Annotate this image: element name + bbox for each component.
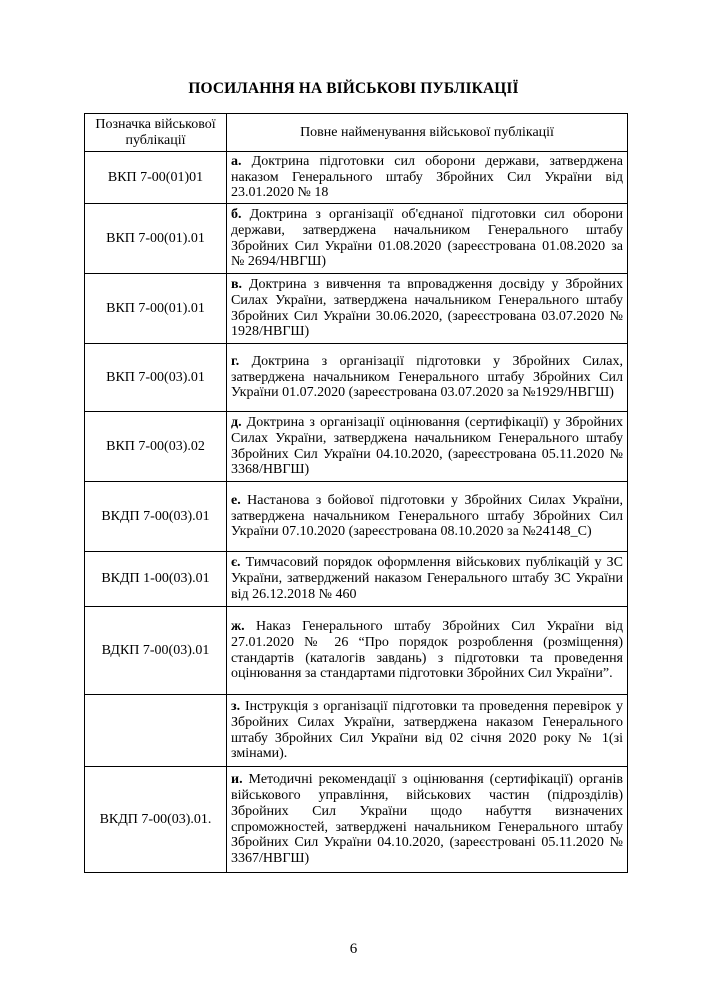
item-text: Методичні рекомендації з оцінювання (сертифікації) органів військового управління, військових частин (підрозділів) Збройних Сил України щодо набуття визначених спроможностей, затверджені начальником Генерального штабу Збройних Сил України 04.10.2020, (зареєстровані 05.11.2020 № 3367/НВГШ) xyxy=(231,772,623,866)
item-text: Наказ Генерального штабу Збройних Сил України від 27.01.2020 № 26 “Про порядок розроблення (розміщення) стандартів (каталогів завдань) з підготовки та проведення оцінювання за стандартами підготовки Збройних Сил України”. xyxy=(231,619,623,682)
item-text: Доктрина з організації оцінювання (сертифікації) у Збройних Силах України, затверджена начальником Генерального штабу Збройних Сил України 04.10.2020, (зареєстрована 05.11.2020 № 3368/НВГШ) xyxy=(231,415,623,478)
item-letter: г. xyxy=(231,353,240,369)
item-text: Доктрина з організації об'єднаної підготовки сил оборони держави, затверджена начальником Генерального штабу Збройних Сил України 01.08.2020 (зареєстрована 01.08.2020 за № 2694/НВГШ) xyxy=(231,207,623,270)
table-row xyxy=(85,412,628,482)
publication-code: ВКП 7-00(01).01 xyxy=(85,274,227,344)
page-number: 6 xyxy=(349,941,358,957)
table-header-row xyxy=(85,114,628,152)
table-row xyxy=(85,204,628,274)
page-title: ПОСИЛАННЯ НА ВІЙСЬКОВІ ПУБЛІКАЦІЇ xyxy=(188,80,519,97)
table-row xyxy=(85,552,628,607)
publication-code: ВКП 7-00(01)01 xyxy=(85,152,227,204)
table-row xyxy=(85,695,628,767)
item-letter: б. xyxy=(231,207,242,223)
item-text: Доктрина з вивчення та впровадження досвіду у Збройних Силах України, затверджена начальником Генерального штабу Збройних Сил України 30.06.2020, (зареєстрована 03.07.2020 № 1928/НВГШ) xyxy=(231,277,623,340)
publication-description xyxy=(227,152,628,204)
item-text: Інструкція з організації підготовки та проведення перевірок у Збройних Силах України, затверджена наказом Генерального штабу Збройних Сил України від 02 січня 2020 року № 1(зі змінами). xyxy=(231,699,623,762)
item-letter: з. xyxy=(231,699,241,715)
item-letter: и. xyxy=(231,772,243,788)
item-letter: а. xyxy=(231,153,242,169)
item-text: Доктрина з організації підготовки у Збройних Силах, затверджена начальником Генерального штабу Збройних Сил України 01.07.2020 (зареєстрована 03.07.2020 за №1929/НВГШ) xyxy=(231,353,623,401)
publication-description xyxy=(227,204,628,274)
publication-code: ВДКП 7-00(03).01 xyxy=(85,607,227,695)
item-text: Доктрина підготовки сил оборони держави, затверджена наказом Генерального штабу Збройних Сил України від 23.01.2020 № 18 xyxy=(231,153,623,201)
table-row xyxy=(85,152,628,204)
table-row xyxy=(85,767,628,873)
publication-description xyxy=(227,767,628,873)
table-row xyxy=(85,607,628,695)
publication-description xyxy=(227,552,628,607)
publication-code: ВКП 7-00(03).01 xyxy=(85,344,227,412)
publication-description xyxy=(227,695,628,767)
column-header-designation: Позначка військової публікації xyxy=(85,114,227,152)
column-header-full-name: Повне найменування військової публікації xyxy=(227,114,628,152)
publication-code: ВКП 7-00(03).02 xyxy=(85,412,227,482)
publication-code: ВКДП 1-00(03).01 xyxy=(85,552,227,607)
publication-code: ВКДП 7-00(03).01. xyxy=(85,767,227,873)
item-letter: е. xyxy=(231,492,241,508)
publication-description xyxy=(227,274,628,344)
publication-code: ВКП 7-00(01).01 xyxy=(85,204,227,274)
publication-description xyxy=(227,607,628,695)
item-letter: є. xyxy=(231,555,241,571)
item-text: Настанова з бойової підготовки у Збройних Силах України, затверджена начальником Генерального штабу Збройних Сил України 07.10.2020 (зареєстрована 08.10.2020 за №24148_С) xyxy=(231,492,623,540)
table-row xyxy=(85,482,628,552)
publications-table xyxy=(84,113,628,873)
publication-code xyxy=(85,695,227,767)
publication-code: ВКДП 7-00(03).01 xyxy=(85,482,227,552)
publication-description xyxy=(227,344,628,412)
table-row xyxy=(85,274,628,344)
publication-description xyxy=(227,412,628,482)
item-letter: ж. xyxy=(231,619,245,635)
item-letter: в. xyxy=(231,277,243,293)
item-letter: д. xyxy=(231,415,242,431)
publication-description xyxy=(227,482,628,552)
item-text: Тимчасовий порядок оформлення військових публікацій у ЗС України, затверджений наказом Генерального штабу ЗС України від 26.12.2018 № 460 xyxy=(231,555,623,602)
table-row xyxy=(85,344,628,412)
